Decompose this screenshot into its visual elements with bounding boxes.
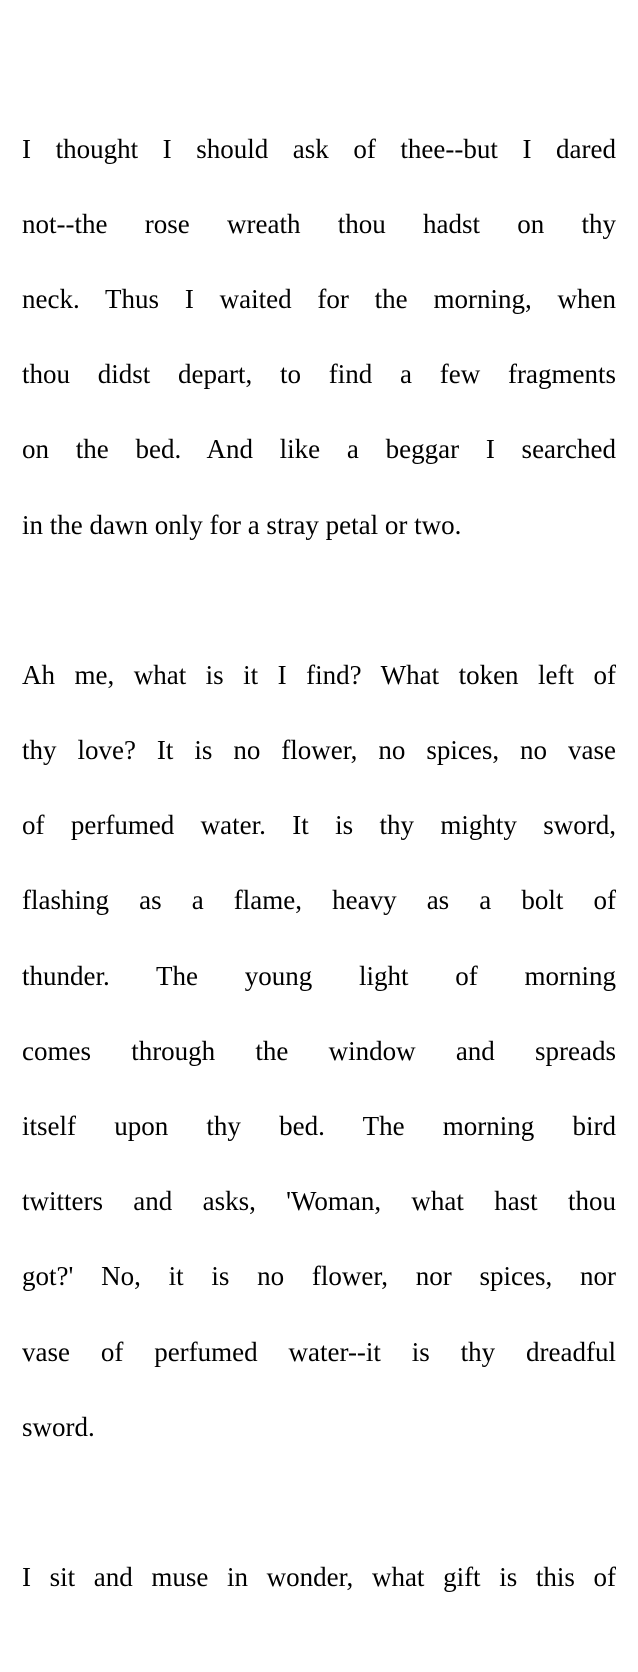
text-line: sword. <box>22 1411 95 1442</box>
text-line: itself upon thy bed. The morning bird <box>22 1111 616 1142</box>
text-line: not--the rose wreath thou hadst on thy <box>22 208 616 239</box>
text-line: on the bed. And like a beggar I searched <box>22 434 616 465</box>
paragraph-2 <box>22 619 616 1484</box>
text-line: vase of perfumed water--it is thy dreadful <box>22 1336 616 1367</box>
text-line: thunder. The young light of morning <box>22 960 616 991</box>
paragraph-3 <box>22 1522 616 1635</box>
text-line: thou didst depart, to find a few fragments <box>22 359 616 390</box>
text-line: in the dawn only for a stray petal or two. <box>22 509 462 540</box>
text-line: twitters and asks, 'Woman, what hast thou <box>22 1186 616 1217</box>
text-line: got?' No, it is no flower, nor spices, nor <box>22 1261 616 1292</box>
text-line: I thought I should ask of thee--but I dared <box>22 133 616 164</box>
text-line: Ah me, what is it I find? What token left of <box>22 659 616 690</box>
document-page <box>22 93 616 1672</box>
text-line: of perfumed water. It is thy mighty sword, <box>22 810 616 841</box>
text-line: neck. Thus I waited for the morning, when <box>22 283 616 314</box>
text-line: flashing as a flame, heavy as a bolt of <box>22 885 616 916</box>
text-line: I sit and muse in wonder, what gift is this of <box>22 1562 616 1593</box>
paragraph-1 <box>22 93 616 582</box>
text-line: thy love? It is no flower, no spices, no vase <box>22 735 616 766</box>
text-line: comes through the window and spreads <box>22 1035 616 1066</box>
